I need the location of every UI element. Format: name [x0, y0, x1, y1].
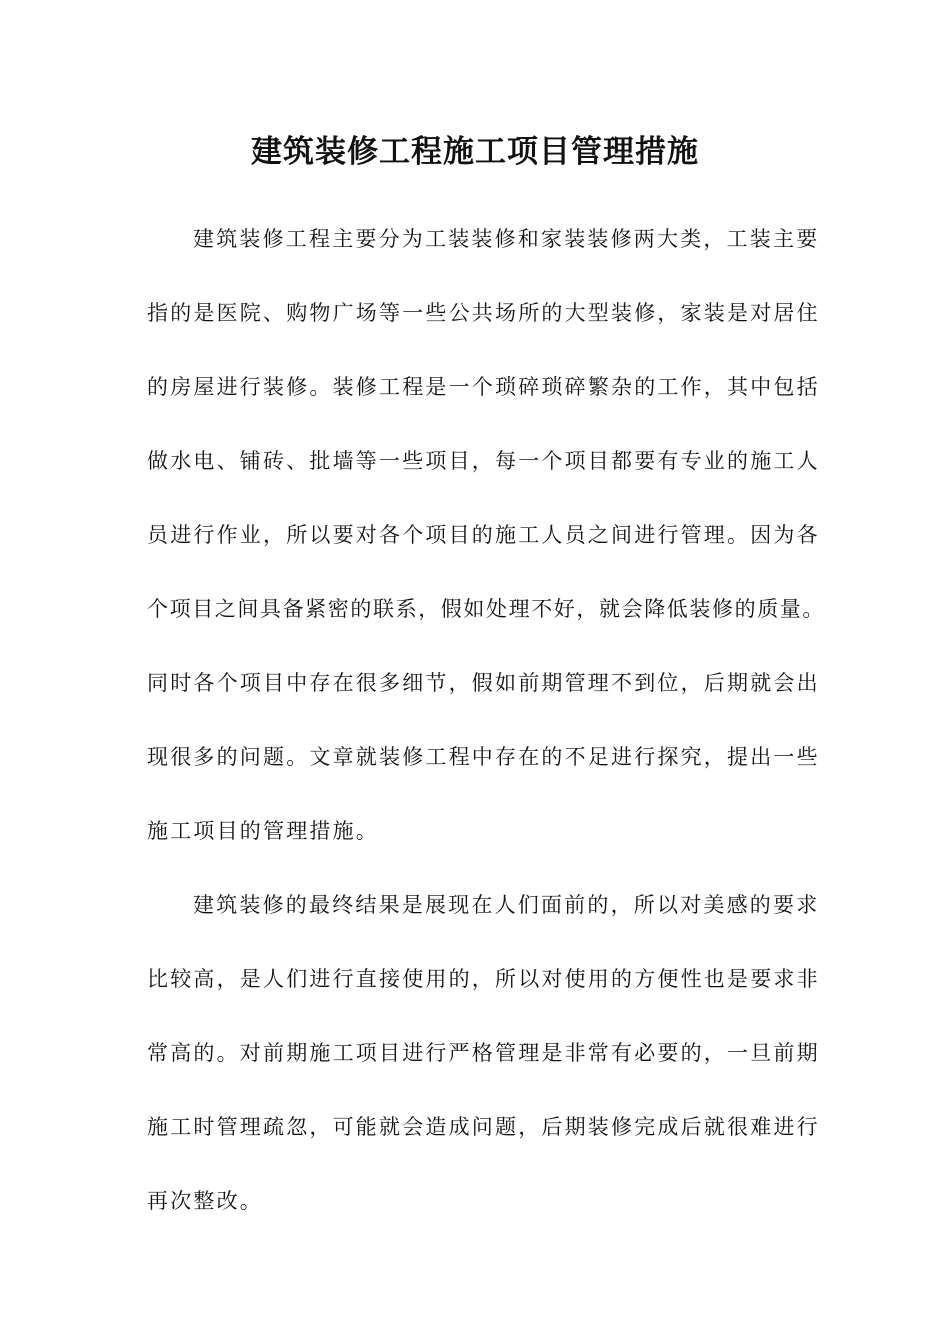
- paragraph-2-line-3: 常高的。对前期施工项目进行严格管理是非常有必要的，一旦前期: [147, 1041, 820, 1065]
- paragraph-1-line-1: 建筑装修工程主要分为工装装修和家装装修两大类，工装主要: [193, 227, 820, 251]
- document-body: [147, 202, 847, 1238]
- paragraph-1-line-3: 的房屋进行装修。装修工程是一个琐碎琐碎繁杂的工作，其中包括: [147, 375, 820, 399]
- paragraph-1-line-8: 现很多的问题。文章就装修工程中存在的不足进行探究，提出一些: [147, 745, 820, 769]
- paragraph-2-line-5: 再次整改。: [147, 1189, 263, 1213]
- paragraph-1-line-6: 个项目之间具备紧密的联系，假如处理不好，就会降低装修的质量。: [147, 597, 825, 621]
- paragraph-1-line-5: 员进行作业，所以要对各个项目的施工人员之间进行管理。因为各: [147, 523, 820, 547]
- document-title: 建筑装修工程施工项目管理措施: [251, 134, 699, 170]
- paragraph-1-line-9: 施工项目的管理措施。: [147, 819, 379, 843]
- paragraph-1-line-7: 同时各个项目中存在很多细节，假如前期管理不到位，后期就会出: [147, 671, 820, 695]
- paragraph-2-line-2: 比较高，是人们进行直接使用的，所以对使用的方便性也是要求非: [147, 967, 820, 991]
- paragraph-2-line-1: 建筑装修的最终结果是展现在人们面前的，所以对美感的要求: [193, 893, 820, 917]
- paragraph-1-line-2: 指的是医院、购物广场等一些公共场所的大型装修，家装是对居住: [147, 301, 820, 325]
- paragraph-1-line-4: 做水电、铺砖、批墙等一些项目，每一个项目都要有专业的施工人: [147, 449, 820, 473]
- paragraph-2-line-4: 施工时管理疏忽，可能就会造成问题，后期装修完成后就很难进行: [147, 1115, 820, 1139]
